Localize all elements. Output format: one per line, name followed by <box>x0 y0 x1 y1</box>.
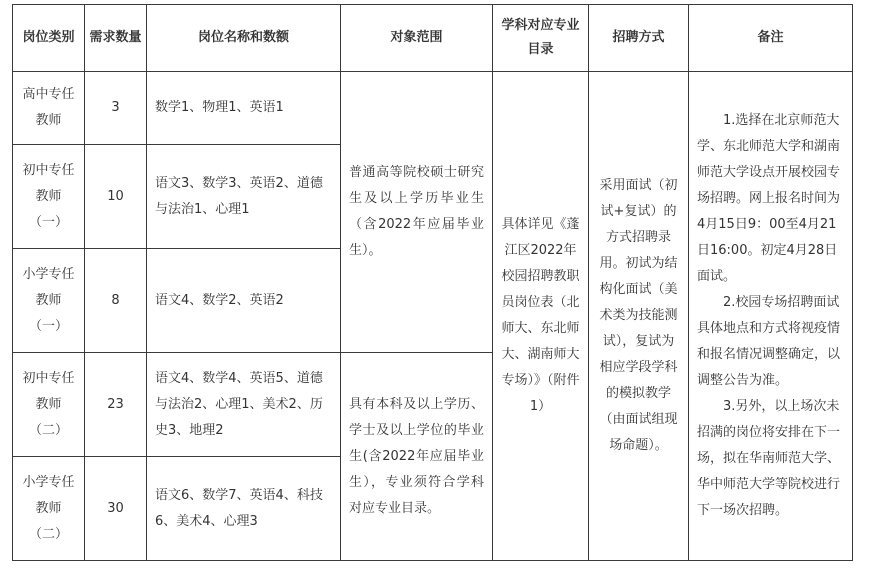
header-method: 招聘方式 <box>589 5 689 72</box>
row-quantity: 23 <box>85 353 147 457</box>
header-major: 学科对应专业 目录 <box>493 5 589 72</box>
row-category: 高中专任教师 <box>13 72 85 145</box>
row-quantity: 10 <box>85 145 147 249</box>
remark-3: 3.另外，以上场次未招满的岗位将安排在下一场，拟在华南师范大学、华中师范大学等院校进行下一场次招聘。 <box>697 399 841 518</box>
remark-2: 2.校园专场招聘面试具体地点和方式将视疫情和报名情况调整确定，以调整公告为准。 <box>697 295 841 388</box>
row-category: 初中专任教师（二） <box>13 353 85 457</box>
table-row <box>13 72 853 145</box>
row-quantity: 30 <box>85 457 147 561</box>
target-group-2: 具有本科及以上学历、学士及以上学位的毕业生(含2022年应届毕业生），专业须符合学科对应专业目录。 <box>341 353 493 561</box>
remark-1: 1.选择在北京师范大学、东北师范大学和湖南师范大学设点开展校园专场招聘。网上报名时间为4月15日9：00至4月21日16:00。初定4月28日面试。 <box>697 113 841 284</box>
header-category: 岗位类别 <box>13 5 85 72</box>
row-positions: 语文3、数学3、英语2、道德与法治1、心理1 <box>147 145 341 249</box>
target-group-1: 普通高等院校硕士研究生及以上学历毕业生（含2022年应届毕业生）。 <box>341 72 493 353</box>
row-quantity: 8 <box>85 249 147 353</box>
header-target: 对象范围 <box>341 5 493 72</box>
row-positions: 数学1、物理1、英语1 <box>147 72 341 145</box>
row-positions: 语文4、数学4、英语5、道德与法治2、心理1、美术2、历史3、地理2 <box>147 353 341 457</box>
major-directory: 具体详见《蓬江区2022年校园招聘教职员岗位表（北师大、东北师大、湖南师大专场）》（附件1） <box>493 72 589 561</box>
header-positions: 岗位名称和数额 <box>147 5 341 72</box>
header-row <box>13 5 853 72</box>
row-category: 小学专任教师（一） <box>13 249 85 353</box>
header-remark: 备注 <box>689 5 853 72</box>
row-positions: 语文4、数学2、英语2 <box>147 249 341 353</box>
row-quantity: 3 <box>85 72 147 145</box>
row-category: 小学专任教师（二） <box>13 457 85 561</box>
remarks-cell <box>689 72 853 561</box>
header-quantity: 需求数量 <box>85 5 147 72</box>
row-category: 初中专任教师（一） <box>13 145 85 249</box>
recruitment-table <box>12 4 853 561</box>
recruit-method: 采用面试（初试+复试）的方式招聘录用。初试为结构化面试（美术类为技能测试），复试为相应学段学科的模拟教学（由面试组现场命题）。 <box>589 72 689 561</box>
row-positions: 语文6、数学7、英语4、科技6、美术4、心理3 <box>147 457 341 561</box>
